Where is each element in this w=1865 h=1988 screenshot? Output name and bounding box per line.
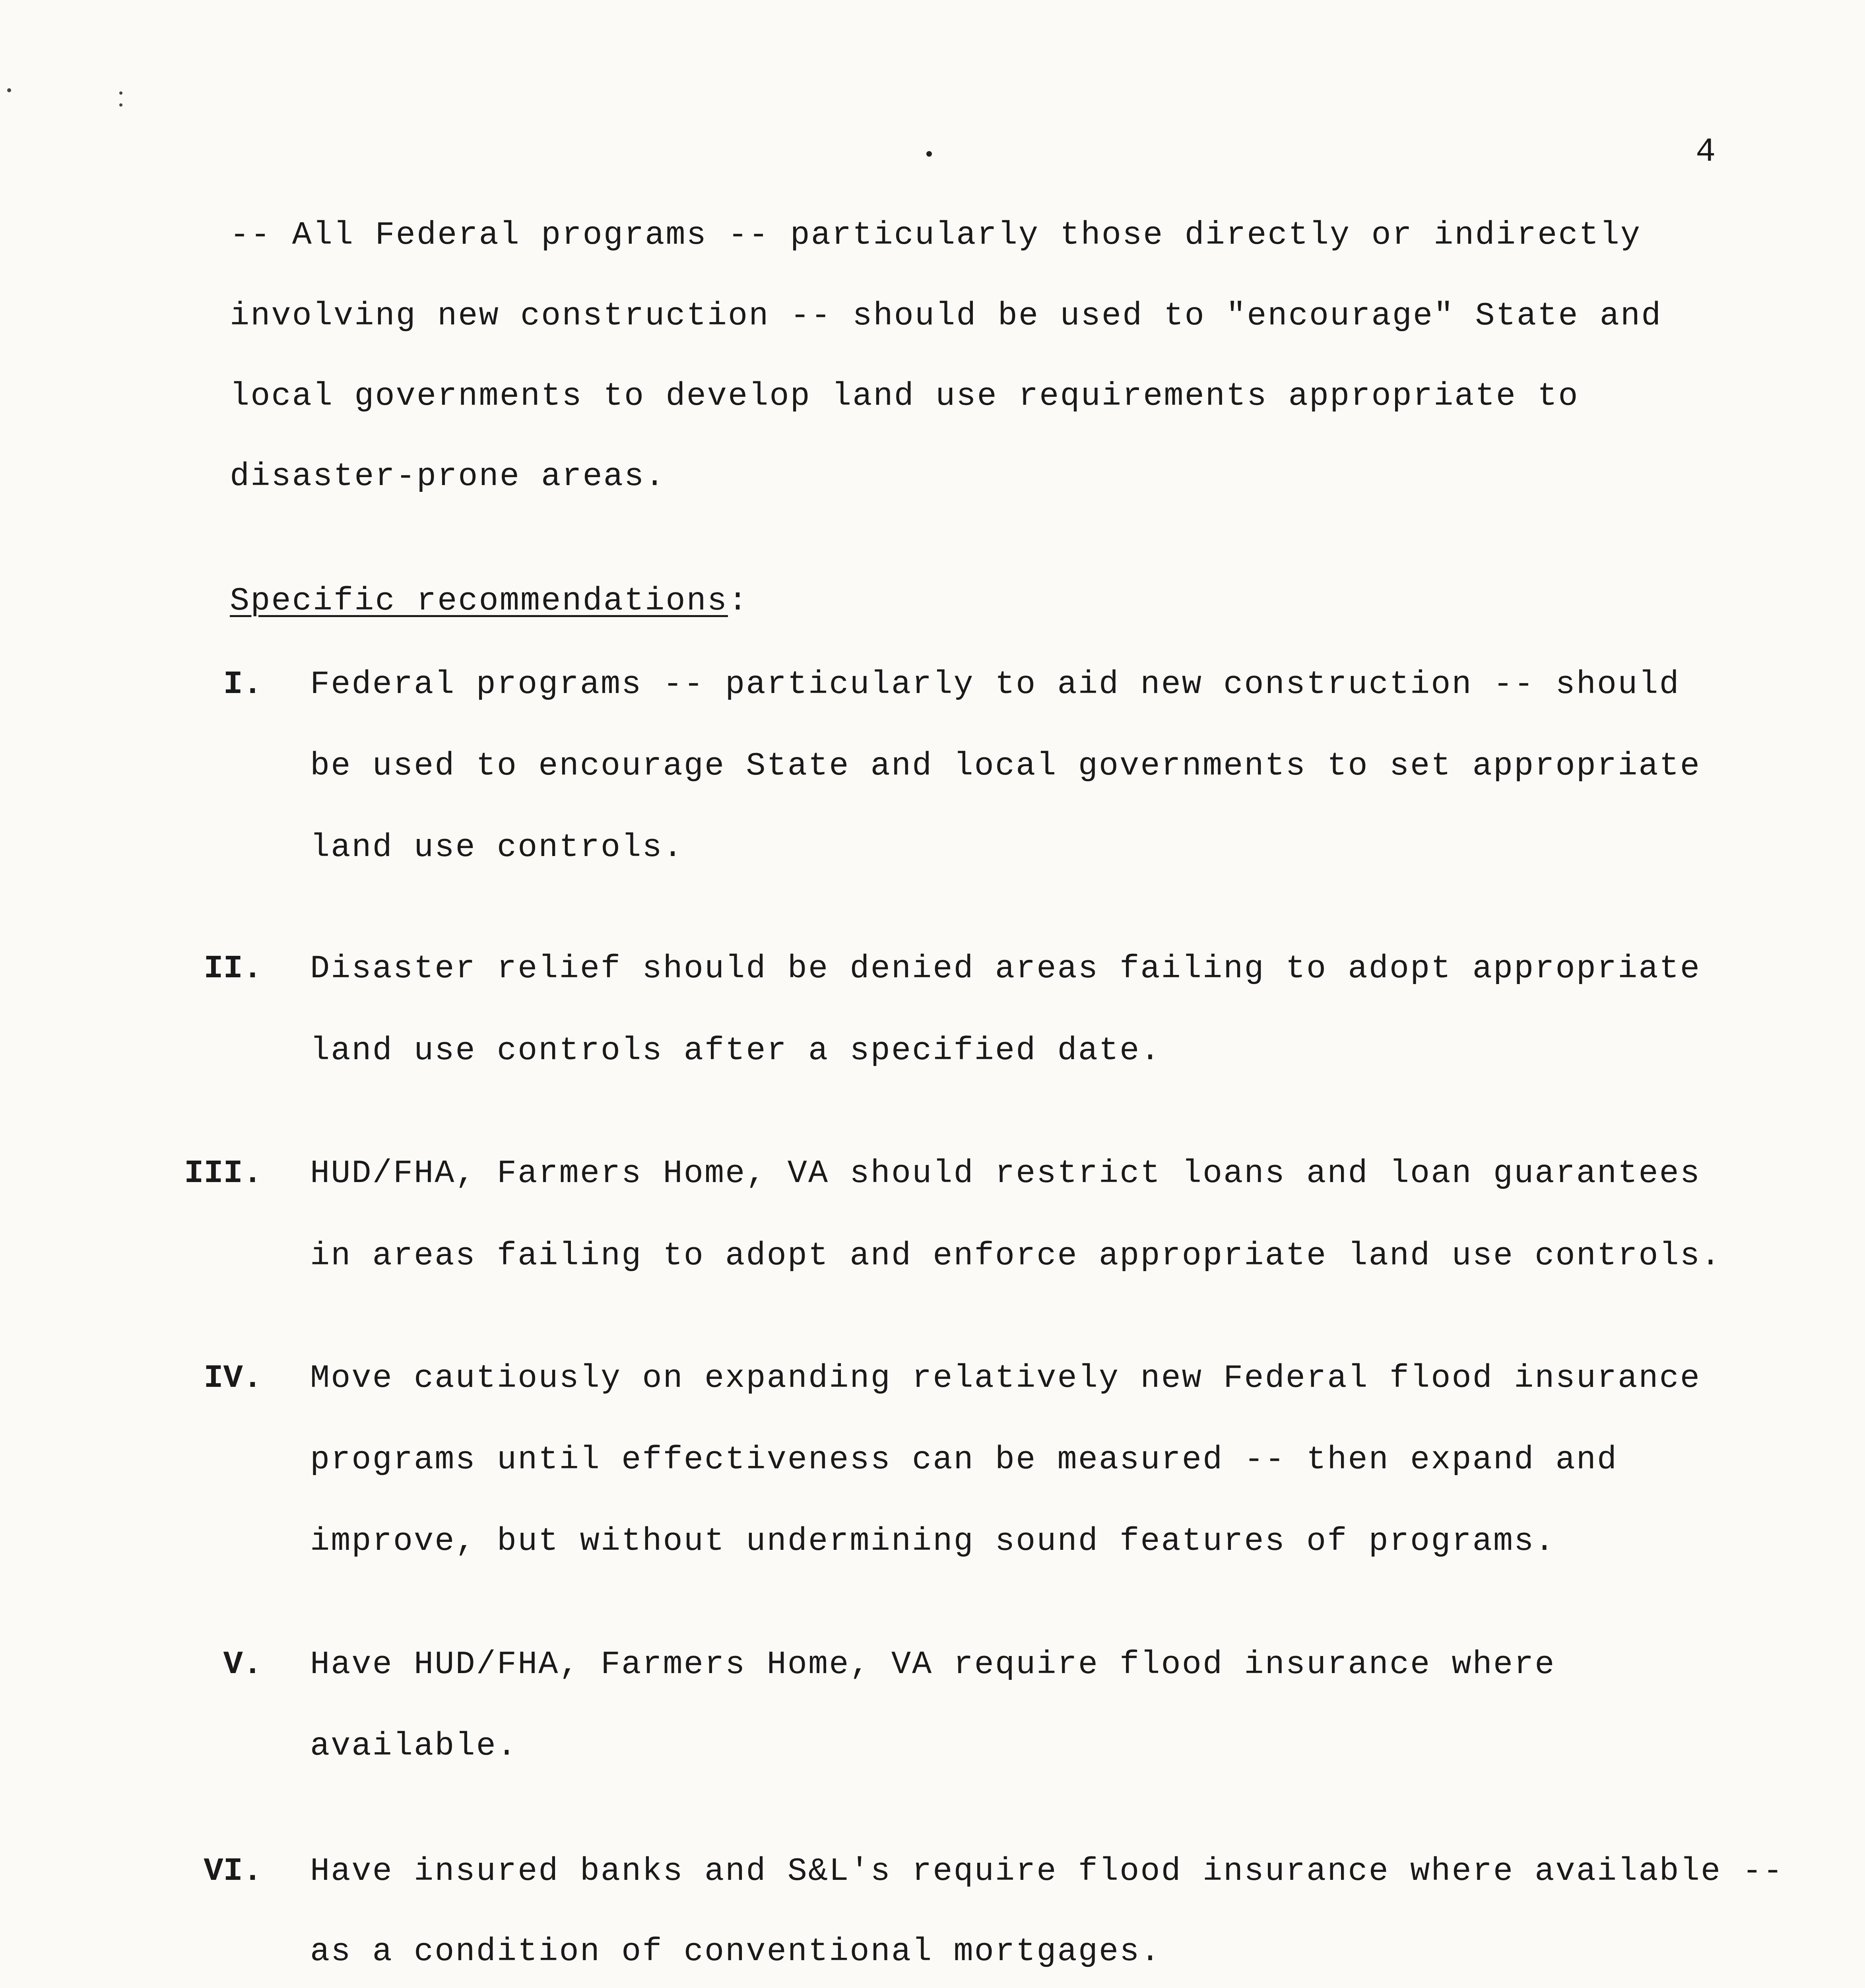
item-numeral: V. <box>223 1646 262 1683</box>
item-numeral: VI. <box>204 1853 262 1890</box>
section-heading <box>230 582 749 619</box>
item-line: be used to encourage State and local governments to set appropriate <box>310 747 1701 784</box>
page-number: 4 <box>1696 133 1716 171</box>
item-numeral: I. <box>223 666 262 703</box>
scan-speck <box>119 91 122 95</box>
section-heading-text: Specific recommendations <box>230 582 728 619</box>
item-line: Have insured banks and S&L's require flood insurance where available -- <box>310 1853 1784 1890</box>
item-numeral: IV. <box>204 1360 262 1397</box>
item-line: as a condition of conventional mortgages. <box>310 1933 1161 1970</box>
paragraph-line: disaster-prone areas. <box>230 458 666 495</box>
scan-speck <box>119 103 122 107</box>
item-line: in areas failing to adopt and enforce appropriate land use controls. <box>310 1237 1722 1274</box>
scan-speck <box>926 151 932 157</box>
section-heading-suffix: : <box>728 582 749 619</box>
item-numeral: II. <box>204 950 262 987</box>
item-line: Move cautiously on expanding relatively new Federal flood insurance <box>310 1360 1701 1397</box>
item-line: Federal programs -- particularly to aid new construction -- should <box>310 666 1680 703</box>
item-line: land use controls after a specified date. <box>310 1032 1161 1069</box>
paragraph-line: local governments to develop land use requirements appropriate to <box>230 378 1579 415</box>
item-line: programs until effectiveness can be measured -- then expand and <box>310 1441 1618 1478</box>
item-line: land use controls. <box>310 829 684 866</box>
item-line: HUD/FHA, Farmers Home, VA should restrict loans and loan guarantees <box>310 1155 1701 1192</box>
item-line: Disaster relief should be denied areas failing to adopt appropriate <box>310 950 1701 987</box>
item-line: available. <box>310 1728 518 1765</box>
scan-speck <box>7 88 11 92</box>
item-line: improve, but without undermining sound features of programs. <box>310 1523 1556 1560</box>
paragraph-line: -- All Federal programs -- particularly those directly or indirectly <box>230 217 1642 254</box>
paragraph-line: involving new construction -- should be used to "encourage" State and <box>230 297 1662 334</box>
item-numeral: III. <box>184 1155 262 1192</box>
item-line: Have HUD/FHA, Farmers Home, VA require flood insurance where <box>310 1646 1556 1683</box>
